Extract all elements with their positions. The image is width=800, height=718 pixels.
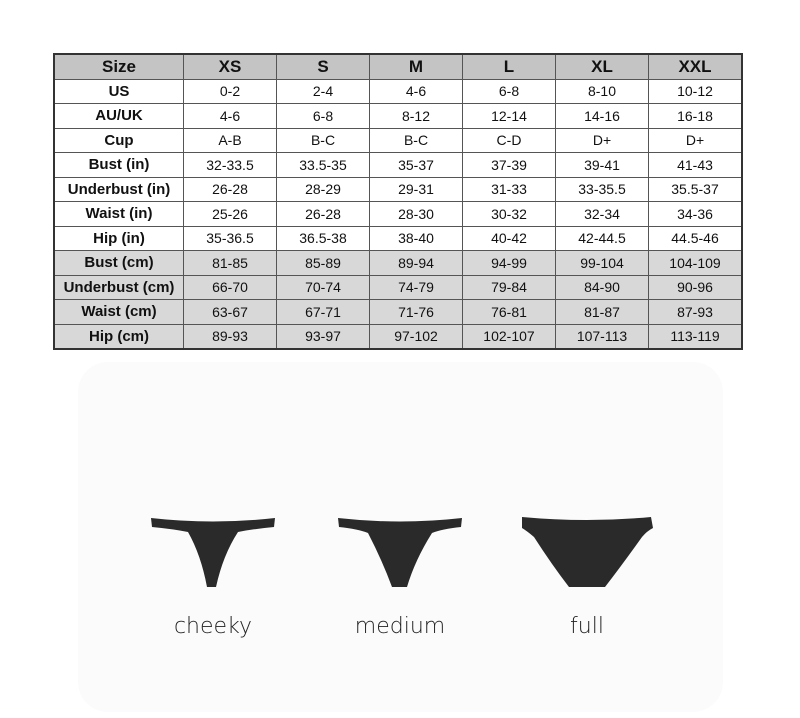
table-row <box>54 177 742 202</box>
table-cell: 81-85 <box>184 251 277 276</box>
table-cell: 25-26 <box>184 202 277 227</box>
table-cell: 93-97 <box>277 324 370 349</box>
table-cell: 34-36 <box>649 202 743 227</box>
row-label: Cup <box>54 128 184 153</box>
table-cell: 33.5-35 <box>277 153 370 178</box>
medium-brief-icon <box>330 515 470 590</box>
table-cell: 0-2 <box>184 79 277 104</box>
style-cheeky <box>143 515 283 639</box>
table-cell: 2-4 <box>277 79 370 104</box>
table-cell: B-C <box>277 128 370 153</box>
style-full <box>517 515 657 639</box>
table-cell: 10-12 <box>649 79 743 104</box>
header-cell: XS <box>184 54 277 79</box>
size-chart-table <box>53 53 743 350</box>
table-cell: 6-8 <box>277 104 370 129</box>
table-cell: 28-29 <box>277 177 370 202</box>
table-cell: 94-99 <box>463 251 556 276</box>
table-cell: 16-18 <box>649 104 743 129</box>
row-label: AU/UK <box>54 104 184 129</box>
table-cell: 90-96 <box>649 275 743 300</box>
table-row <box>54 79 742 104</box>
table-cell: 35-36.5 <box>184 226 277 251</box>
table-cell: 102-107 <box>463 324 556 349</box>
table-row <box>54 251 742 276</box>
table-cell: 28-30 <box>370 202 463 227</box>
table-cell: 38-40 <box>370 226 463 251</box>
table-cell: 81-87 <box>556 300 649 325</box>
header-cell: L <box>463 54 556 79</box>
table-cell: D+ <box>649 128 743 153</box>
table-cell: 89-94 <box>370 251 463 276</box>
table-row <box>54 275 742 300</box>
table-cell: 39-41 <box>556 153 649 178</box>
header-row <box>54 54 742 79</box>
row-label: Waist (cm) <box>54 300 184 325</box>
table-cell: 85-89 <box>277 251 370 276</box>
table-cell: 40-42 <box>463 226 556 251</box>
table-cell: 31-33 <box>463 177 556 202</box>
table-cell: 37-39 <box>463 153 556 178</box>
table-cell: 76-81 <box>463 300 556 325</box>
table-cell: B-C <box>370 128 463 153</box>
style-label: cheeky <box>173 614 253 639</box>
table-row <box>54 128 742 153</box>
row-label: Bust (in) <box>54 153 184 178</box>
table-cell: 26-28 <box>184 177 277 202</box>
full-brief-icon <box>517 515 657 590</box>
table-cell: 107-113 <box>556 324 649 349</box>
table-cell: 104-109 <box>649 251 743 276</box>
table-cell: 14-16 <box>556 104 649 129</box>
style-label: medium <box>354 614 446 639</box>
row-label: Hip (in) <box>54 226 184 251</box>
table-cell: A-B <box>184 128 277 153</box>
table-cell: 32-34 <box>556 202 649 227</box>
table-cell: 71-76 <box>370 300 463 325</box>
table-cell: 26-28 <box>277 202 370 227</box>
table-cell: 87-93 <box>649 300 743 325</box>
table-row <box>54 324 742 349</box>
table-cell: 67-71 <box>277 300 370 325</box>
table-cell: 79-84 <box>463 275 556 300</box>
table-cell: 35-37 <box>370 153 463 178</box>
header-cell: XL <box>556 54 649 79</box>
table-cell: 36.5-38 <box>277 226 370 251</box>
table-cell: 35.5-37 <box>649 177 743 202</box>
row-label: Underbust (in) <box>54 177 184 202</box>
table-cell: 8-10 <box>556 79 649 104</box>
table-row <box>54 202 742 227</box>
table-cell: 32-33.5 <box>184 153 277 178</box>
row-label: Bust (cm) <box>54 251 184 276</box>
table-cell: 6-8 <box>463 79 556 104</box>
table-cell: 66-70 <box>184 275 277 300</box>
table-cell: 89-93 <box>184 324 277 349</box>
cheeky-brief-icon <box>143 515 283 590</box>
table-row <box>54 226 742 251</box>
table-cell: 113-119 <box>649 324 743 349</box>
row-label: Underbust (cm) <box>54 275 184 300</box>
table-cell: C-D <box>463 128 556 153</box>
table-cell: 63-67 <box>184 300 277 325</box>
table-cell: 74-79 <box>370 275 463 300</box>
table-row <box>54 153 742 178</box>
row-label: US <box>54 79 184 104</box>
table-cell: 99-104 <box>556 251 649 276</box>
style-medium <box>330 515 470 639</box>
table-cell: 33-35.5 <box>556 177 649 202</box>
row-label: Waist (in) <box>54 202 184 227</box>
header-cell: S <box>277 54 370 79</box>
style-label: full <box>570 614 604 639</box>
table-cell: 70-74 <box>277 275 370 300</box>
table-cell: 29-31 <box>370 177 463 202</box>
table-cell: 42-44.5 <box>556 226 649 251</box>
header-cell: M <box>370 54 463 79</box>
table-cell: 30-32 <box>463 202 556 227</box>
table-cell: 97-102 <box>370 324 463 349</box>
header-cell: Size <box>54 54 184 79</box>
table-cell: 84-90 <box>556 275 649 300</box>
table-cell: 12-14 <box>463 104 556 129</box>
table-cell: 8-12 <box>370 104 463 129</box>
table-cell: 4-6 <box>370 79 463 104</box>
row-label: Hip (cm) <box>54 324 184 349</box>
header-cell: XXL <box>649 54 743 79</box>
table-row <box>54 104 742 129</box>
table-cell: 41-43 <box>649 153 743 178</box>
table-cell: 4-6 <box>184 104 277 129</box>
table-cell: D+ <box>556 128 649 153</box>
table-cell: 44.5-46 <box>649 226 743 251</box>
table-row <box>54 300 742 325</box>
